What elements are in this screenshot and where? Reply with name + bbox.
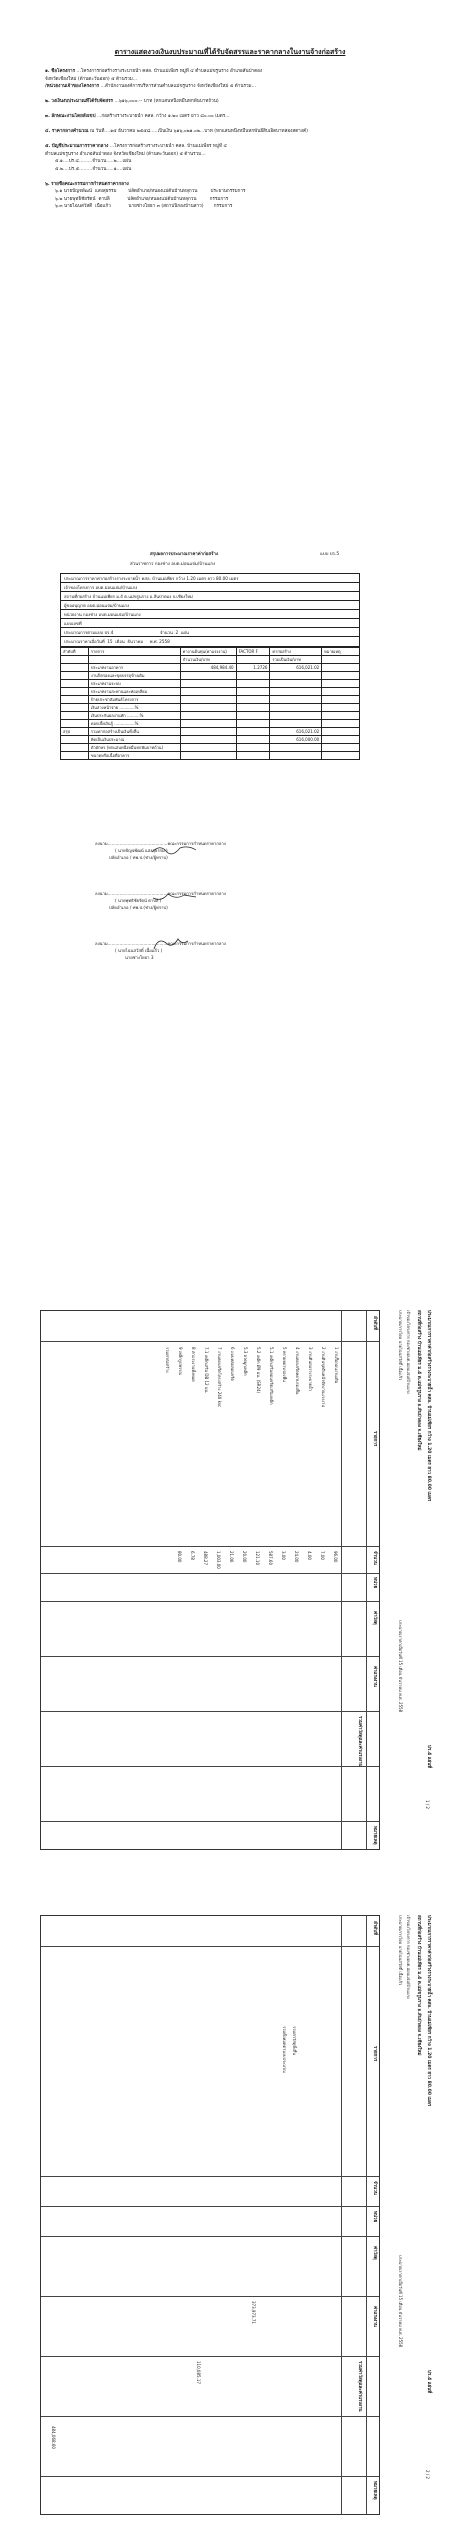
cost-summary-table — [60, 647, 360, 760]
table-cell — [61, 672, 89, 680]
handwritten-signature — [150, 935, 190, 953]
table-cell — [236, 752, 270, 760]
table-cell — [236, 744, 270, 752]
col-header: หมายเหตุ — [372, 2481, 377, 2500]
boq-value: 488.27 — [203, 1551, 208, 1565]
form-row: ประมาณการราคาค่าก่อสร้างรางระบายน้ำ คสล. บ้านแม่เพียร กว้าง 1.20 เมตร ยาว 80.00 เมตร — [61, 574, 359, 583]
table-cell: คิดเป็นเงินประมาณ — [88, 736, 180, 744]
col-header: รวมเป็นเงิน/บาท — [270, 656, 322, 664]
table-cell: สรุป — [61, 728, 89, 736]
table-cell — [270, 680, 322, 688]
table-cell — [236, 688, 270, 696]
table-cell: ประเภทงานสะพานและท่อเหลี่ยม — [88, 688, 180, 696]
boq-header-line: ประมาณการโดย นายไฉนสวัสดิ์ เนื้อแก้ว — [398, 1915, 403, 1986]
signature-line: ลงนาม.............................................คณะกรรมการกำหนดราคากลาง — [95, 841, 226, 846]
table-cell — [236, 728, 270, 736]
table-row — [61, 664, 360, 672]
info-line: ๒. วงเงินงบประมาณที่ได้รับจัดสรร ...๖๑๖,๐๐๐.-- บาท (หกแสนหนึ่งหมื่นหกพันบาทถ้วน) — [45, 99, 219, 104]
col-header: ค่าวัสดุ — [372, 2246, 377, 2260]
table-cell — [180, 712, 236, 720]
col-header: จำนวน — [372, 1551, 377, 1565]
signer-position: ปลัดอำเภอ / ทพ.ป.(ช่าง/ผู้ทราบ) — [109, 905, 168, 910]
table-header-row — [61, 656, 360, 664]
table-cell — [236, 712, 270, 720]
table-cell — [180, 736, 236, 744]
table-row — [61, 712, 360, 720]
agency-line: ส่วนราชการ กองช่าง อบต.ม่อนแจ่ม/บ้านแกง — [130, 562, 216, 567]
page-bill-of-quantities-2 — [0, 1895, 450, 2535]
table-cell: 1.2726 — [236, 664, 270, 672]
signature-line: ลงนาม.............................................คณะกรรมการกำหนดราคากลาง — [95, 891, 226, 896]
boq-value: 21.06 — [229, 1551, 234, 1563]
table-cell: รวมค่าก่อสร้างเป็นเงินทั้งสิ้น — [88, 728, 180, 736]
table-cell — [180, 720, 236, 728]
table-cell — [270, 744, 322, 752]
col-header: รายการ — [372, 2046, 377, 2062]
table-cell: เงินล่วงหน้าจ่าย ............% — [88, 704, 180, 712]
form-row: แบบเลขที่ — [61, 619, 359, 628]
col-header: หมายเหตุ — [322, 648, 360, 656]
table-cell: 616,000.00 — [270, 736, 322, 744]
boq-value: 121.10 — [255, 1551, 260, 1565]
col-header: จำนวนเงิน/บาท — [180, 656, 236, 664]
handwritten-signature — [150, 842, 200, 856]
signer-position: นายช่างโยธา 3 — [125, 955, 154, 960]
table-row — [61, 672, 360, 680]
table-row — [61, 728, 360, 736]
table-cell — [61, 720, 89, 728]
table-cell — [61, 704, 89, 712]
col-header: หมายเหตุ — [372, 1826, 377, 1845]
estimate-date: ประมาณราคาเมื่อวันที่ 15 เดือน ธันวาคม พ.ศ. 2558 — [398, 2255, 403, 2348]
form-header-title: สรุปผลการประมาณราคาค่าก่อสร้าง — [150, 552, 219, 557]
boq-value: 1,003.00 — [216, 1551, 221, 1569]
table-cell — [322, 752, 360, 760]
table-cell — [61, 712, 89, 720]
table-cell — [270, 704, 322, 712]
document-title: ตารางแสดงวงเงินงบประมาณที่ได้รับจัดสรรและราคากลางในงานจ้างก่อสร้าง — [114, 48, 346, 56]
boq-item: 7 งานคอนกรีตโครงสร้าง 240 ksc — [217, 1347, 222, 1408]
table-cell — [180, 752, 236, 760]
committee-line: ๖.๒ นายพุทธิชัยรัตน์ ตาปลิ ปลัดอำเภอ/หนองแม่ต้นบ้านหลุกวน กรรมการ — [55, 196, 229, 202]
col-header: ลำดับที่ — [372, 1316, 377, 1331]
boq-item: รวมค่าก่อสร้าง — [165, 1347, 170, 1373]
table-cell — [61, 744, 89, 752]
table-cell — [322, 704, 360, 712]
table-cell — [180, 744, 236, 752]
page-bill-of-quantities-1 — [0, 1290, 450, 1865]
table-row — [61, 752, 360, 760]
col-header: ลำดับที่ — [61, 648, 89, 656]
table-cell — [180, 680, 236, 688]
form-row: ผู้ขออนุญาต อบต.ม่อนแจ่ม/บ้านแกง — [61, 601, 359, 610]
boq-item: รวมค่าวัสดุทั้งสิ้น — [292, 2026, 297, 2056]
col-header: FACTOR F — [236, 648, 270, 656]
info-line: ๕.๑....ปร.๔.........จำนวน.....๒....แผ่น — [55, 159, 132, 164]
info-line: ๕. บัญชีประมาณการราคากลาง ...โครงการก่อสร้างรางระบายน้ำ คสล. บ้านแม่เพียร หมู่ที่ ๔ — [45, 144, 227, 149]
col-header: จำนวน — [372, 2181, 377, 2195]
col-header — [61, 656, 89, 664]
boq-item: 5 ทรายหยาบรองพื้น — [282, 1347, 287, 1382]
boq-item: 5.1 เหล็กเสริมคอนกรีตเสริมเหล็ก — [269, 1347, 274, 1405]
table-row — [61, 720, 360, 728]
boq-item: รวมทั้งหมดตามงบประมาณ — [282, 2026, 287, 2073]
col-header: ค่าวัสดุ — [372, 1611, 377, 1625]
boq-table — [40, 1915, 380, 2515]
table-cell — [322, 712, 360, 720]
table-cell: 616,021.02 — [270, 664, 322, 672]
table-cell — [270, 752, 322, 760]
boq-value: 7.00 — [320, 1551, 325, 1560]
table-cell — [322, 736, 360, 744]
info-line: ๕.๒....ปร.๕.........จำนวน.....๑....แผ่น — [55, 166, 132, 172]
table-row — [61, 704, 360, 712]
table-cell — [61, 680, 89, 688]
table-cell — [270, 720, 322, 728]
col-header: รวมค่าวัสดุและค่าแรงงาน — [357, 1716, 362, 1767]
boq-item: 4 งานคอนกรีตหยาบรองพื้น — [295, 1347, 300, 1395]
table-cell — [322, 672, 360, 680]
table-cell — [61, 752, 89, 760]
col-header: รวมค่าวัสดุและค่าแรงงาน — [357, 2361, 362, 2412]
info-line: จังหวัดเชียงใหม่ (ด้านตะวันออก) ๕ ด้านรวม... — [45, 76, 138, 82]
col-header: หน่วย — [372, 1577, 377, 1589]
col-header: ค่างานต้นทุน(ค่าแรงงาน) — [180, 648, 236, 656]
table-cell: ป้ายประชาสัมพันธ์โครงการ — [88, 696, 180, 704]
form-row: ประมาณราคาเมื่อวันที่ 15 เดือน ธันวาคม พ.ศ. 2558 — [64, 639, 170, 644]
table-cell — [322, 664, 360, 672]
boq-value: 110,085.17 — [196, 2361, 201, 2384]
table-cell — [61, 696, 89, 704]
table-row — [61, 736, 360, 744]
table-cell — [61, 736, 89, 744]
table-cell — [180, 688, 236, 696]
col-header — [322, 656, 360, 664]
boq-value: 587.60 — [268, 1551, 273, 1565]
boq-value: 80.00 — [177, 1551, 182, 1563]
boq-item: 2 งานดินขุดดินหน้าตัดงานแรงงาน — [321, 1347, 326, 1408]
page-cost-summary-pr5 — [0, 540, 450, 1060]
table-cell — [180, 672, 236, 680]
info-line: ตำบลแม่ขรูนราง อำเภอสันป่าตอง จังหวัดเชียงใหม่ (ด้านตะวันออก) ๕ ด้านรวม... — [45, 151, 206, 157]
table-cell — [270, 712, 322, 720]
boq-item: 1 งานรื้อถอนงานเดิม — [334, 1347, 339, 1384]
col-header: รายการ — [372, 1431, 377, 1447]
project-info-box — [60, 573, 360, 647]
info-line: ๖. รายชื่อคณะกรรมการกำหนดราคากลาง — [45, 181, 129, 187]
table-cell — [236, 736, 270, 744]
table-cell — [180, 696, 236, 704]
boq-value: 24.00 — [294, 1551, 299, 1563]
table-row — [61, 680, 360, 688]
signer-name: ( นายไฉนสวัสดิ์ เนื้อแก้ว ) — [115, 948, 163, 953]
boq-item: 6 แบบหล่อคอนกรีต — [230, 1347, 235, 1381]
table-cell — [61, 688, 89, 696]
boq-header-line: เจ้าของโครงการ กองช่างอบต.ม่อนแจ่ม/บ้านแกง — [406, 1310, 411, 1394]
col-header: ค่าแรงงาน — [372, 1666, 377, 1687]
table-cell — [322, 744, 360, 752]
table-cell — [270, 688, 322, 696]
table-cell — [322, 680, 360, 688]
table-cell — [61, 664, 89, 672]
table-row — [61, 688, 360, 696]
table-cell — [322, 720, 360, 728]
signer-name: ( นายปัญจพัฒน์ แสงสุธรรม ) — [115, 848, 168, 853]
boq-value: 484,068.60 — [51, 2426, 56, 2449]
table-cell: ประเภทงานระบบ — [88, 680, 180, 688]
boq-item: 5.2 เหล็ก Ø9 มม. (SR24) — [256, 1347, 261, 1394]
info-line: /หน่วยงานเจ้าของโครงการ ...สำนักงานองค์การบริหารส่วนตำบลแม่ขรูนราง จังหวัดเชียงใหม่ ๕ ด้านรวม... — [45, 84, 256, 89]
table-cell: 616,021.02 — [270, 728, 322, 736]
boq-item: 5.3 ลวดผูกเหล็ก — [243, 1347, 248, 1376]
boq-value: 6.78 — [190, 1551, 195, 1560]
boq-header-line: สถานที่ก่อสร้าง บ้านแม่เพียร ม.4 ต.แม่ขรูนราง อ.สันป่าตอง จ.เชียงใหม่ — [416, 1915, 421, 2056]
table-cell — [180, 728, 236, 736]
info-line: ๑. ชื่อโครงการ ...โครงการก่อสร้างรางระบายน้ำ คสล. บ้านแม่เพียร หมู่ที่ ๔ ตำบลแม่ขรูนราง อำเภอสันป่าตอง — [45, 69, 263, 74]
table-cell: ตัวอักษร (หกแสนหนึ่งหมื่นหกพันบาทถ้วน) — [88, 744, 180, 752]
boq-item: 8 ค่าแรงงานทั้งหมด — [191, 1347, 196, 1382]
signer-position: ปลัดอำเภอ / ทพ.ป.(ช่าง/ผู้ทราบ) — [109, 855, 168, 860]
table-cell — [270, 696, 322, 704]
estimate-date: ประมาณราคาเมื่อวันที่ 15 เดือน ธันวาคม พ.ศ. 2558 — [398, 1620, 403, 1713]
table-row — [61, 744, 360, 752]
boq-header-line: ประมาณการราคาค่าก่อสร้างรางระบายน้ำ คสล. บ้านแม่เพียร กว้าง 1.20 เมตร ยาว 80.00 เมตร — [426, 1915, 431, 2107]
info-line: ๓. ลักษณะงานโดยสังเขป ...ก่อสร้างรางระบายน้ำ คสล. กว้าง ๑.๒๐ เมตร ยาว ๘๐.๐๐ เมตร... — [45, 114, 230, 119]
sheet-label: ปร.4 แผ่นที่ — [426, 2370, 431, 2394]
boq-item: 7.1 เหล็กเสริม DB 12 มม. — [204, 1347, 209, 1394]
col-header — [88, 656, 180, 664]
table-row — [61, 696, 360, 704]
boq-value: 3.00 — [281, 1551, 286, 1560]
signer-name: ( นายพุทธิชัยรัตน์ ตาปลิ ) — [115, 898, 162, 903]
table-cell: ดอกเบี้ยเงินกู้ ................% — [88, 720, 180, 728]
table-cell — [236, 672, 270, 680]
table-header-row — [61, 648, 360, 656]
col-header: รายการ — [88, 648, 180, 656]
boq-header-line: ประมาณการราคาค่าก่อสร้างรางระบายน้ำ คสล. บ้านแม่เพียร กว้าง 1.20 เมตร ยาว 80.00 เมตร — [426, 1310, 431, 1502]
table-cell — [236, 720, 270, 728]
table-cell — [236, 696, 270, 704]
col-header — [236, 656, 270, 664]
sheet-number: 2 / 2 — [425, 2470, 430, 2479]
page-summary-form — [0, 0, 450, 430]
committee-line: ๖.๑ นายปัญจพัฒน์ แสงสุธรรม ปลัดอำเภอ/หนองแม่ต้นบ้านหลุกวน ประธานกรรมการ — [55, 189, 246, 194]
table-cell — [236, 704, 270, 712]
table-cell: ประเภทงานอาคาร — [88, 664, 180, 672]
project-info-section — [45, 68, 425, 211]
table-cell: ขนาดหรือเนื้อที่อาคาร — [88, 752, 180, 760]
table-cell — [180, 704, 236, 712]
col-header: หน่วย — [372, 2211, 377, 2223]
boq-value: 4.00 — [307, 1551, 312, 1560]
boq-value: 20.00 — [242, 1551, 247, 1563]
form-row: ประมาณการตามแบบ ปร.4 จำนวน 2 แผ่น — [61, 628, 359, 637]
form-code: แบบ ปร.5 — [320, 552, 340, 557]
boq-item: 9 เหล็กรูปพรรณ — [178, 1347, 183, 1376]
table-cell — [322, 688, 360, 696]
signature-line: ลงนาม.............................................คณะกรรมการกำหนดราคากลาง — [95, 941, 226, 946]
boq-item: 3 งานดินถมรางระบายน้ำ — [308, 1347, 313, 1391]
table-cell — [322, 728, 360, 736]
form-row: สถานที่ก่อสร้าง บ้านแม่เพียร ม.4 ต.แม่ขรูนราง อ.สันป่าตอง จ.เชียงใหม่ — [61, 592, 359, 601]
table-cell: งานก็ตรองและขุดบรรจุข้างเดิม — [88, 672, 180, 680]
boq-header-line: ประมาณการโดย นายไฉนสวัสดิ์ เนื้อแก้ว — [398, 1310, 403, 1381]
boq-value: 373,973.71 — [251, 2301, 256, 2324]
info-line: ๔. ราคากลางคำนวณ ณ วันที่....๑๕ ธันวาคม ๒๕๕๘.....เป็นเงิน ๖๑๖,๐๒๑.๐๒...บาท (หกแสนหนึ่งหมื่นหกพันยี่สิบเอ็ดบาทสองสตางค์) — [45, 129, 308, 134]
table-cell: 484,984.40 — [180, 664, 236, 672]
sheet-number: 1 / 2 — [425, 1800, 430, 1809]
boq-value: 96.00 — [333, 1551, 338, 1563]
table-cell: เงินประกันผลงานหัก ..........% — [88, 712, 180, 720]
boq-table — [40, 1310, 380, 1850]
form-row: หน่วยงาน กองช่าง อบต.ม่อนแจ่ม/บ้านแกง — [61, 610, 359, 619]
committee-line: ๖.๓ นายไฉนสวัสดิ์ เนื้อแก้ว นายช่างโยธา ๓ (สถาปนิกองบ้านสาว) กรรมการ — [55, 204, 233, 209]
boq-header-line: สถานที่ก่อสร้าง บ้านแม่เพียร ม.4 ต.แม่ขรูนราง อ.สันป่าตอง จ.เชียงใหม่ — [416, 1310, 421, 1451]
handwritten-signature — [150, 890, 200, 904]
table-cell — [236, 680, 270, 688]
table-cell — [270, 672, 322, 680]
form-row: เจ้าของโครงการ อบต.ม่อนแจ่ม/บ้านแกง — [61, 583, 359, 592]
boq-header-line: เจ้าของโครงการ กองช่างอบต.ม่อนแจ่ม/บ้านแกง — [406, 1915, 411, 1999]
col-header: ค่าแรงงาน — [372, 2306, 377, 2327]
table-cell — [322, 696, 360, 704]
col-header: ลำดับที่ — [372, 1921, 377, 1936]
col-header: ค่าก่อสร้าง — [270, 648, 322, 656]
sheet-label: ปร.4 แผ่นที่ — [426, 1745, 431, 1769]
